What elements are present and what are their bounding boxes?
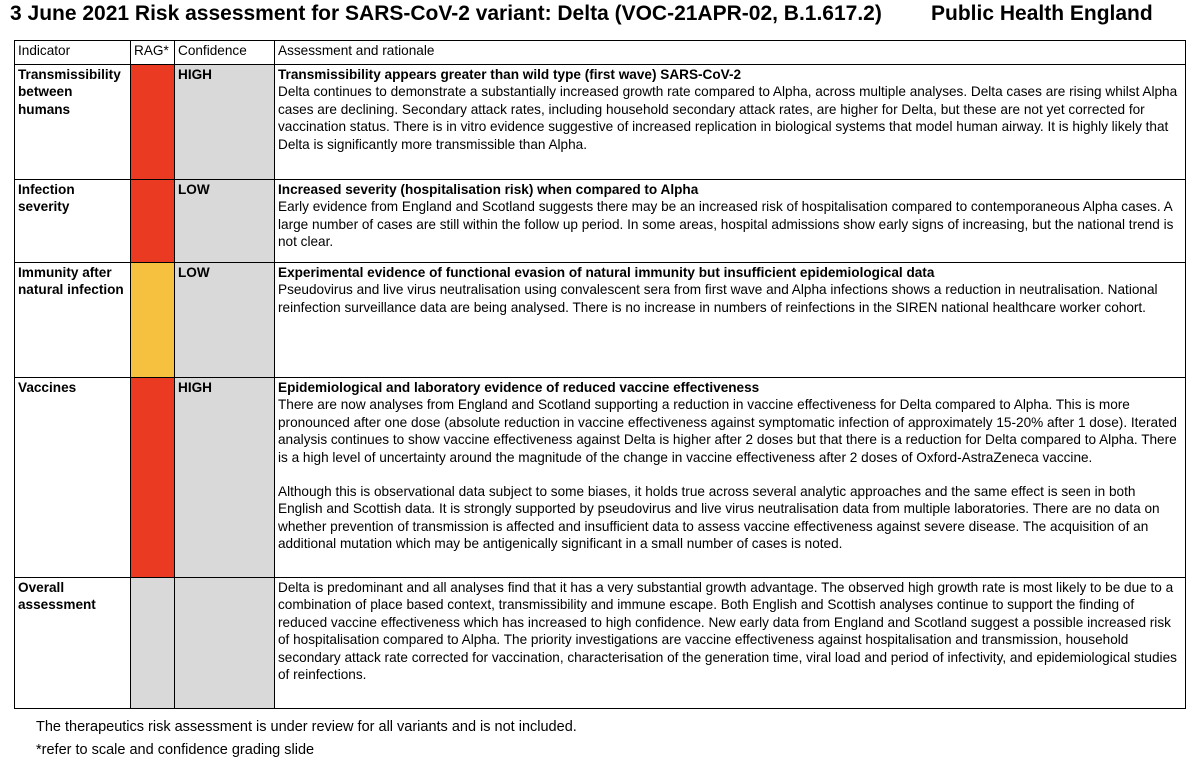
footer-note-scale: *refer to scale and confidence grading slide — [36, 742, 315, 758]
confidence-cell: HIGH — [175, 378, 275, 578]
indicator-cell: Transmissibility between humans — [15, 65, 131, 180]
assessment-heading: Epidemiological and laboratory evidence of reduced vaccine effectiveness — [278, 380, 760, 395]
column-header-indicator: Indicator — [15, 41, 131, 65]
organisation-name: Public Health England — [931, 2, 1153, 25]
rag-status-red — [131, 378, 175, 578]
assessment-text: Delta is predominant and all analyses find that it has a very substantial growth advantage. The observed high growth rate is most likely to be due to a combination of place based context, transmissibility and immune escape. Both English and Scottish analyses continue to support the finding of reduced vaccine effectiveness which has increased to high confidence. New early data from England and Scotland suggest a possible increased risk of hospitalisation compared to Alpha. The priority investigations are vaccine effectiveness against hospitalisation and transmission, household secondary attack rate corrected for vaccination, characterisation of the generation time, viral load and period of infectivity, and epidemiological studies of reinfections. — [278, 580, 1177, 683]
table-row — [15, 378, 1186, 578]
assessment-text: Early evidence from England and Scotland suggests there may be an increased risk of hospitalisation compared to contemporaneous Alpha cases. A large number of cases are still within the follow up period. In some areas, hospital admissions show early signs of increasing, but the national trend is not clear. — [278, 199, 1174, 250]
assessment-heading: Increased severity (hospitalisation risk) when compared to Alpha — [278, 182, 699, 197]
column-header-confidence: Confidence — [175, 41, 275, 65]
rag-status-grey — [131, 578, 175, 709]
assessment-heading: Transmissibility appears greater than wild type (first wave) SARS-CoV-2 — [278, 67, 742, 82]
assessment-text: Pseudovirus and live virus neutralisation using convalescent sera from first wave and Alpha infections shows a reduction in neutralisation. National reinfection surveillance data are being analysed. There is no increase in numbers of reinfections in the SIREN national healthcare worker cohort. — [278, 282, 1158, 315]
confidence-cell — [175, 578, 275, 709]
assessment-text: Delta continues to demonstrate a substantially increased growth rate compared to Alpha, across multiple analyses. Delta cases are rising whilst Alpha cases are declining. Secondary attack rates, including household secondary attack rates, are higher for Delta, but these are not yet corrected for vaccination status. There is in vitro evidence suggestive of increased replication in biological systems that model human airway. It is highly likely that Delta is significantly more transmissible than Alpha. — [278, 84, 1178, 152]
rag-status-amber — [131, 263, 175, 378]
table-row — [15, 263, 1186, 378]
risk-assessment-table — [14, 40, 1186, 709]
table-header-row — [15, 41, 1186, 65]
assessment-cell — [275, 378, 1186, 578]
indicator-cell: Overall assessment — [15, 578, 131, 709]
rag-status-red — [131, 180, 175, 263]
confidence-cell: LOW — [175, 180, 275, 263]
assessment-text: There are now analyses from England and Scotland supporting a reduction in vaccine effectiveness for Delta compared to Alpha. This is more pronounced after one dose (absolute reduction in vaccine effectiveness against symptomatic infection of approximately 15-20% after 1 dose). Iterated analysis continues to show vaccine effectiveness against Delta is higher after 2 doses but that there is a reduction for Delta compared to Alpha. There is a high level of uncertainty around the magnitude of the change in vaccine effectiveness after 2 doses of Oxford-AstraZeneca vaccine. — [278, 397, 1177, 465]
table-row — [15, 65, 1186, 180]
indicator-cell: Vaccines — [15, 378, 131, 578]
assessment-heading: Experimental evidence of functional evasion of natural immunity but insufficient epidemiological data — [278, 265, 935, 280]
column-header-assessment: Assessment and rationale — [275, 41, 1186, 65]
assessment-cell — [275, 180, 1186, 263]
footer-note-therapeutics: The therapeutics risk assessment is under review for all variants and is not included. — [36, 719, 577, 735]
page-header — [10, 2, 1190, 38]
indicator-cell: Immunity after natural infection — [15, 263, 131, 378]
assessment-cell — [275, 578, 1186, 709]
column-header-rag: RAG* — [131, 41, 175, 65]
confidence-cell: HIGH — [175, 65, 275, 180]
assessment-cell — [275, 263, 1186, 378]
page-title: 3 June 2021 Risk assessment for SARS-CoV-2 variant: Delta (VOC-21APR-02, B.1.617.2) — [10, 2, 882, 25]
table-row — [15, 180, 1186, 263]
confidence-cell: LOW — [175, 263, 275, 378]
assessment-text-secondary: Although this is observational data subject to some biases, it holds true across several analytic approaches and the same effect is seen in both English and Scottish data. It is strongly supported by pseudovirus and live virus neutralisation data from multiple laboratories. There are no data on whether prevention of transmission is affected and insufficient data to assess vaccine effectiveness against severe disease. The acquisition of an additional mutation which may be antigenically significant in a small number of cases is noted. — [278, 484, 1160, 552]
indicator-cell: Infection severity — [15, 180, 131, 263]
rag-status-red — [131, 65, 175, 180]
table-row — [15, 578, 1186, 709]
assessment-cell — [275, 65, 1186, 180]
